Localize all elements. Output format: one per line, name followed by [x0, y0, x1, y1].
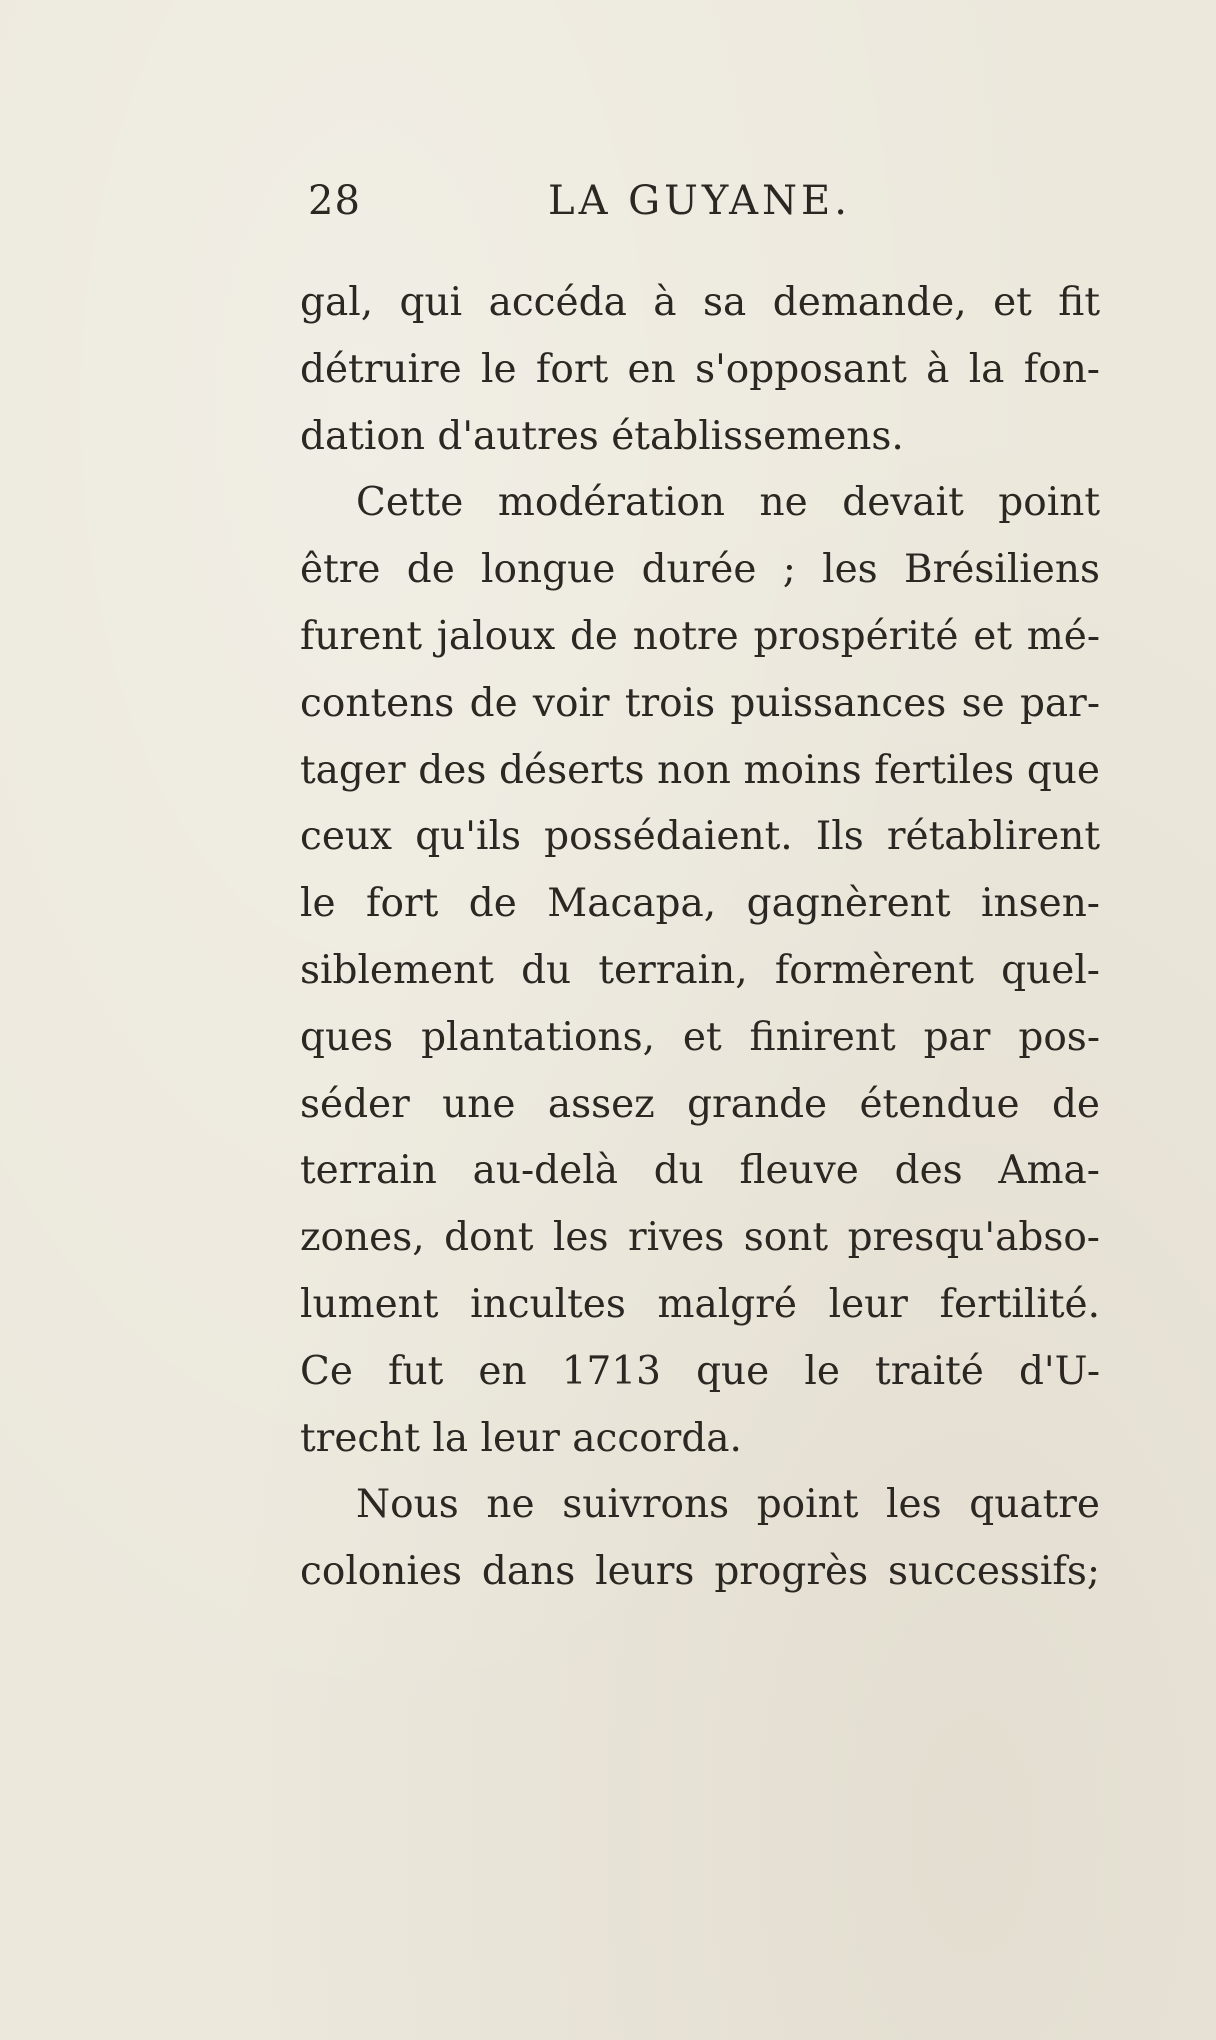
page-number: 28	[308, 178, 361, 224]
text-line: Ce fut en 1713 que le traité d'U-	[300, 1348, 1100, 1394]
text-line: détruire le fort en s'opposant à la fon-	[300, 346, 1100, 392]
text-line: terrain au-delà du fleuve des Ama-	[300, 1148, 1100, 1194]
text-line: le fort de Macapa, gagnèrent insen-	[300, 881, 1100, 927]
running-title: LA GUYANE.	[548, 178, 851, 224]
text-line: ques plantations, et finirent par pos-	[300, 1014, 1100, 1060]
text-line: Nous ne suivrons point les quatre	[356, 1482, 1100, 1528]
text-line: furent jaloux de notre prospérité et mé-	[300, 613, 1100, 659]
text-line: dation d'autres établissemens.	[300, 413, 904, 459]
text-line: siblement du terrain, formèrent quel-	[300, 947, 1100, 993]
text-line: zones, dont les rives sont presqu'abso-	[300, 1215, 1100, 1261]
text-line: être de longue durée ; les Brésiliens	[300, 547, 1100, 593]
text-line: Cette modération ne devait point	[356, 480, 1100, 526]
page-header	[308, 178, 1098, 238]
text-line: tager des déserts non moins fertiles que	[300, 747, 1100, 793]
text-line: gal, qui accéda à sa demande, et fit	[300, 280, 1100, 325]
body-text	[300, 270, 1100, 1606]
text-line: séder une assez grande étendue de	[300, 1081, 1100, 1127]
text-line: ceux qu'ils possédaient. Ils rétablirent	[300, 814, 1100, 860]
text-line: colonies dans leurs progrès successifs;	[300, 1549, 1100, 1595]
text-line: lument incultes malgré leur fertilité.	[300, 1281, 1100, 1327]
text-line: contens de voir trois puissances se par-	[300, 680, 1100, 726]
text-line: trecht la leur accorda.	[300, 1415, 742, 1461]
